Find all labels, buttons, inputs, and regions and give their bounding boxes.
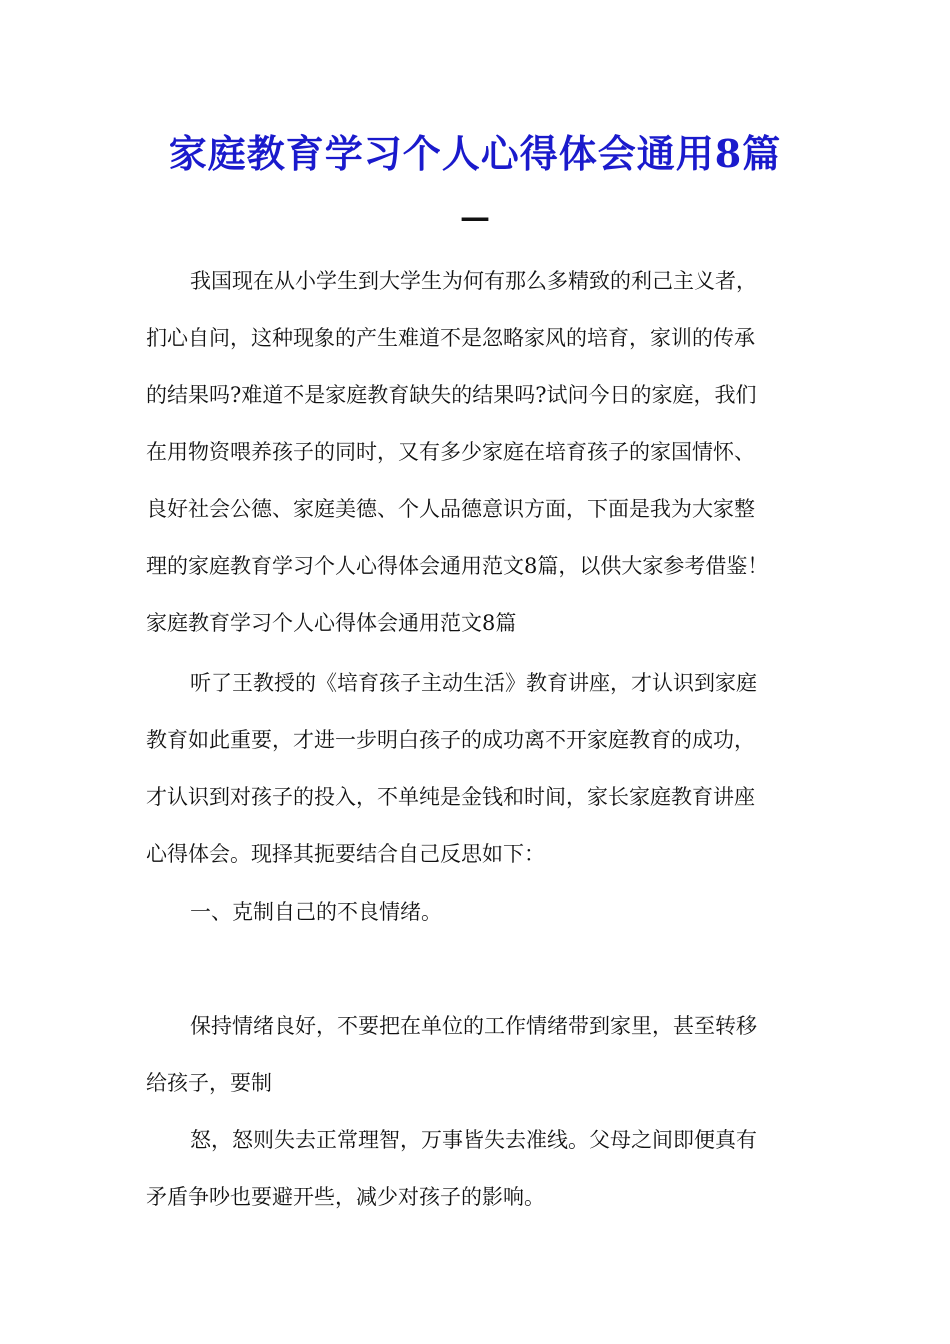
paragraph-line: 矛盾争吵也要避开些，减少对孩子的影响。 bbox=[146, 1185, 545, 1209]
paragraph-line: 教育如此重要，才进一步明白孩子的成功离不开家庭教育的成功， bbox=[146, 728, 755, 752]
paragraph-line: 给孩子，要制 bbox=[146, 1071, 272, 1095]
paragraph-line: 在用物资喂养孩子的同时，又有多少家庭在培育孩子的家国情怀、 bbox=[146, 440, 755, 464]
list-heading: 一、克制自己的不良情绪。 bbox=[190, 900, 442, 924]
document-title: 家庭教育学习个人心得体会通用8篇 bbox=[168, 131, 782, 176]
paragraph-line: 的结果吗?难道不是家庭教育缺失的结果吗?试问今日的家庭，我们 bbox=[146, 383, 757, 407]
section-heading: 家庭教育学习个人心得体会通用范文8篇 bbox=[146, 611, 517, 635]
paragraph-line: 我国现在从小学生到大学生为何有那么多精致的利己主义者， bbox=[190, 269, 757, 293]
paragraph-line: 心得体会。现择其扼要结合自己反思如下： bbox=[146, 842, 545, 866]
paragraph-line: 怒，怒则失去正常理智，万事皆失去准线。父母之间即便真有 bbox=[190, 1128, 757, 1152]
paragraph-line: 才认识到对孩子的投入，不单纯是金钱和时间，家长家庭教育讲座 bbox=[146, 785, 755, 809]
paragraph-line: 听了王教授的《培育孩子主动生活》教育讲座，才认识到家庭 bbox=[190, 671, 757, 695]
paragraph-line: 扪心自问，这种现象的产生难道不是忽略家风的培育，家训的传承 bbox=[146, 326, 755, 350]
paragraph-line: 理的家庭教育学习个人心得体会通用范文8篇，以供大家参考借鉴！ bbox=[146, 554, 769, 578]
title-dash: — bbox=[460, 200, 490, 235]
paragraph-line: 保持情绪良好，不要把在单位的工作情绪带到家里，甚至转移 bbox=[190, 1014, 757, 1038]
paragraph-line: 良好社会公德、家庭美德、个人品德意识方面，下面是我为大家整 bbox=[146, 497, 755, 521]
